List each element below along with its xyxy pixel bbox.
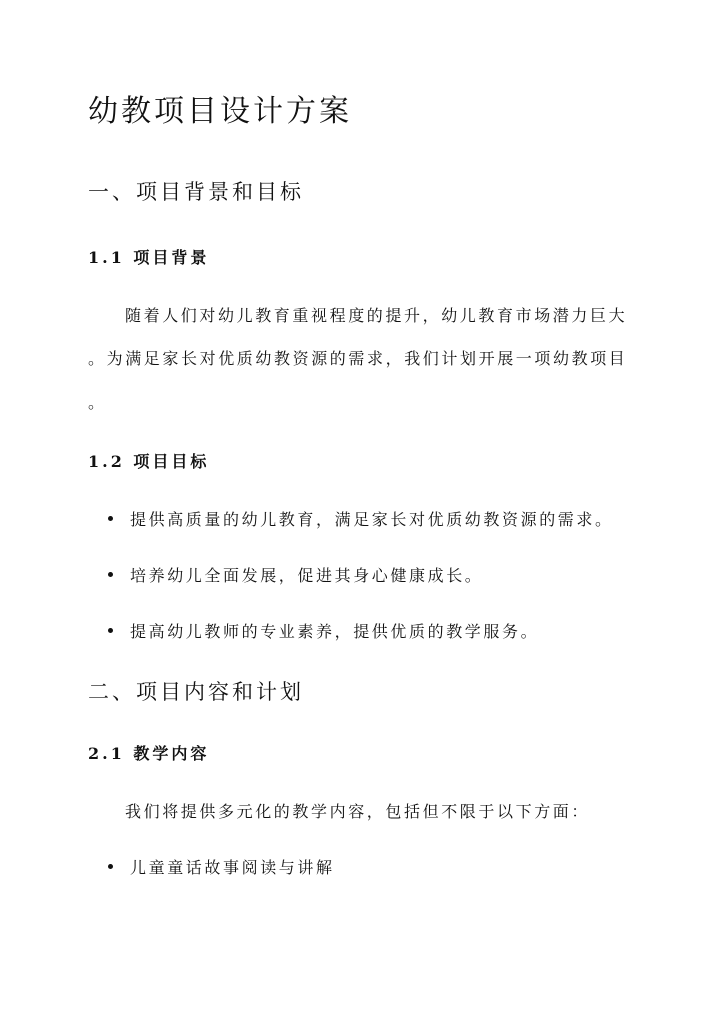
bullet-icon (108, 628, 113, 633)
subsection-heading-1-1: 1.1 项目背景 (88, 248, 210, 267)
list-item-text: 儿童童话故事阅读与讲解 (130, 858, 335, 877)
list-item (108, 507, 614, 530)
paragraph-line: 随着人们对幼儿教育重视程度的提升，幼儿教育市场潜力巨大 (125, 306, 628, 325)
bullet-icon (108, 572, 113, 577)
list-item (108, 855, 335, 878)
document-title: 幼教项目设计方案 (88, 94, 352, 129)
bullet-icon (108, 516, 113, 521)
section-heading-2: 二、项目内容和计划 (88, 680, 304, 704)
bullet-icon (108, 864, 113, 869)
intro-paragraph: 我们将提供多元化的教学内容，包括但不限于以下方面： (125, 802, 591, 821)
list-item-text: 提高幼儿教师的专业素养，提供优质的教学服务。 (130, 622, 540, 641)
paragraph-line: 。 (88, 393, 107, 412)
section-heading-1: 一、项目背景和目标 (88, 180, 304, 204)
subsection-heading-2-1: 2.1 教学内容 (88, 744, 210, 763)
subsection-heading-1-2: 1.2 项目目标 (88, 452, 210, 471)
list-item (108, 619, 539, 642)
list-item-text: 培养幼儿全面发展，促进其身心健康成长。 (130, 566, 484, 585)
list-item-text: 提供高质量的幼儿教育，满足家长对优质幼教资源的需求。 (130, 510, 614, 529)
list-item (108, 563, 483, 586)
paragraph-line: 。为满足家长对优质幼教资源的需求，我们计划开展一项幼教项目 (88, 349, 628, 368)
